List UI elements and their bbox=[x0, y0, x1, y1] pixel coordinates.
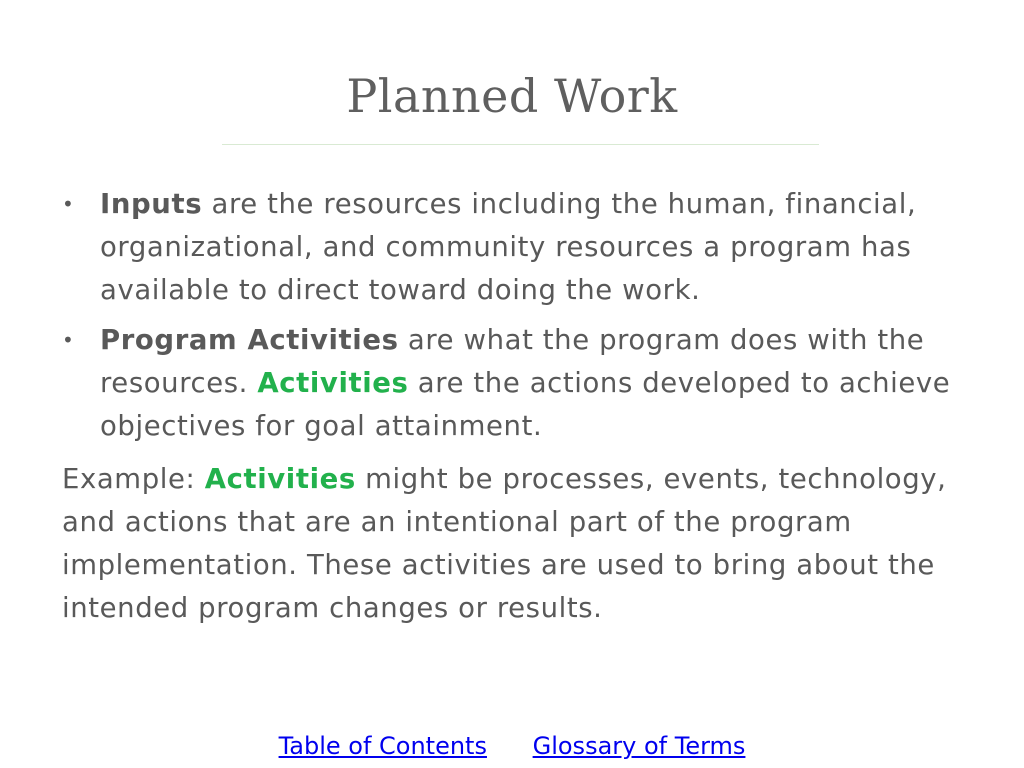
glossary-of-terms-link[interactable]: Glossary of Terms bbox=[532, 732, 746, 760]
example-text: might be processes, events, technology, and actions that are an intentional part of the program implementation. These activities are used to bring about the intended program changes or results. bbox=[62, 463, 947, 624]
inputs-description: are the resources including the human, financial, organizational, and community resources a program has available to direct toward doing the work. bbox=[100, 188, 917, 306]
bullet-dot-icon: • bbox=[62, 192, 75, 216]
program-activities-description: are what the program does with the resources. bbox=[100, 324, 925, 399]
footer-links bbox=[0, 730, 1024, 762]
bullet-item-program-activities bbox=[62, 319, 972, 448]
table-of-contents-link[interactable]: Table of Contents bbox=[278, 732, 487, 760]
title-divider bbox=[222, 144, 819, 145]
example-paragraph bbox=[62, 458, 972, 630]
bullet-list bbox=[62, 183, 972, 448]
term-inputs: Inputs bbox=[100, 188, 203, 220]
term-activities-highlight: Activities bbox=[257, 367, 409, 399]
term-program-activities: Program Activities bbox=[100, 324, 399, 356]
example-label: Example: bbox=[62, 463, 205, 495]
example-activities-highlight: Activities bbox=[204, 463, 356, 495]
bullet-item-inputs bbox=[62, 183, 972, 312]
page-title: Planned Work bbox=[346, 69, 678, 123]
bullet-dot-icon: • bbox=[62, 328, 75, 352]
activities-description: are the actions developed to achieve objectives for goal attainment. bbox=[100, 367, 951, 442]
slide-content bbox=[62, 183, 972, 630]
